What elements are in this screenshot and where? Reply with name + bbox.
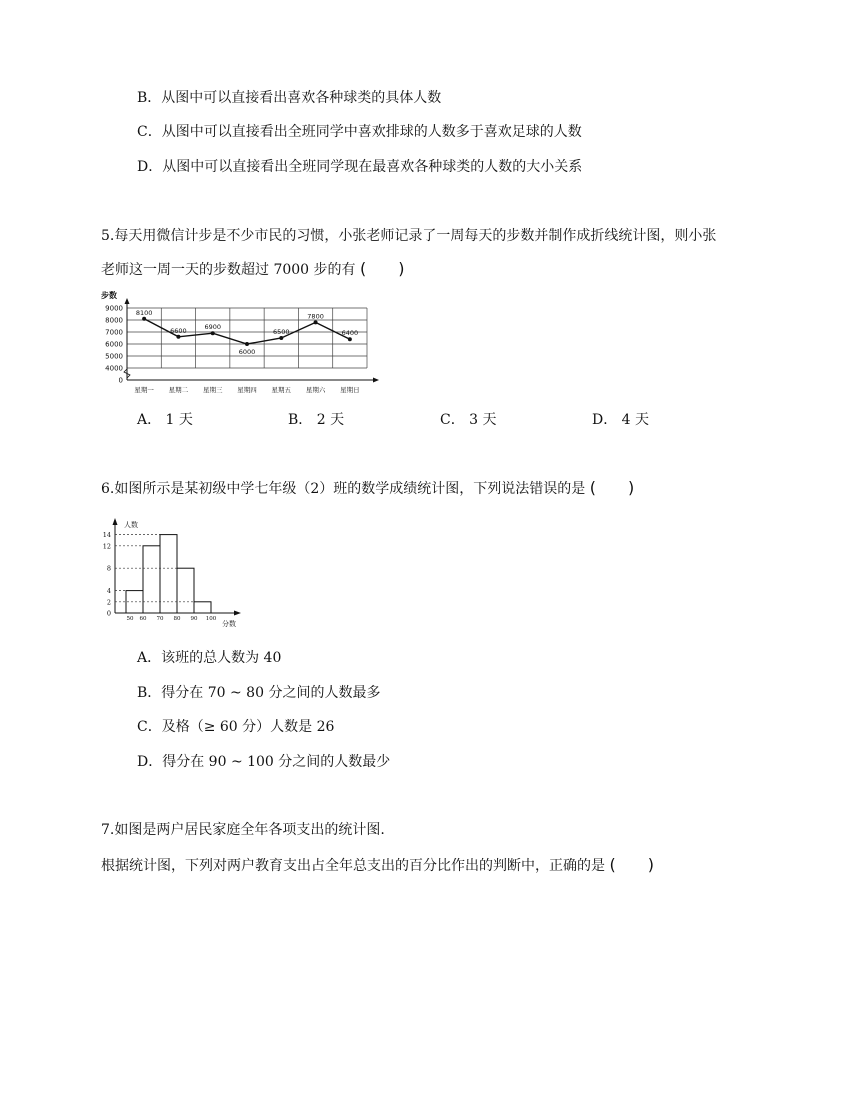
y-tick-label: 6000 [105, 340, 123, 349]
q6-option-a: A．该班的总人数为 40 [137, 650, 282, 666]
q6-option-b: B．得分在 70 ~ 80 分之间的人数最多 [137, 685, 381, 701]
histogram-bar [194, 602, 211, 613]
y-tick-label: 4000 [105, 364, 123, 373]
q4-option-d: D．从图中可以直接看出全班同学现在最喜欢各种球类的人数的大小关系 [137, 159, 583, 175]
q5-answer-paren: ( ) [359, 259, 405, 278]
q5-option-b: B． 2 天 [288, 412, 345, 428]
x-tick-label: 100 [205, 616, 217, 622]
y-tick-label: 5000 [105, 352, 123, 361]
q4-option-b: B．从图中可以直接看出喜欢各种球类的具体人数 [137, 90, 442, 106]
x-tick-label: 星期日 [340, 386, 360, 394]
data-label: 6600 [170, 326, 187, 335]
q4-option-c: C．从图中可以直接看出全班同学中喜欢排球的人数多于喜欢足球的人数 [137, 124, 582, 140]
x-axis-arrow [373, 378, 379, 383]
data-label: 6000 [238, 348, 256, 356]
y-tick-label: 7000 [105, 328, 123, 337]
line-chart-y-ticks [105, 305, 123, 385]
y-tick-label: 0 [106, 609, 111, 618]
q6-answer-paren: ( ) [589, 478, 635, 497]
q7-stem-line2 [101, 855, 654, 876]
steps-line-chart [95, 288, 385, 398]
q6-option-d: D．得分在 90 ~ 100 分之间的人数最少 [137, 754, 391, 770]
y-tick-label: 9000 [105, 304, 123, 313]
y-tick-label: 2 [106, 598, 111, 607]
data-label: 7800 [307, 312, 324, 321]
q5-option-c: C． 3 天 [440, 412, 497, 428]
y-axis-arrow [113, 518, 118, 525]
q7-stem-line1: 7.如图是两户居民家庭全年各项支出的统计图. [101, 822, 385, 838]
x-tick-label: 星期二 [168, 386, 189, 394]
histogram-bar [160, 535, 177, 613]
y-tick-label: 8 [106, 564, 111, 573]
x-tick-label: 星期六 [305, 386, 326, 394]
line-chart-grid [124, 298, 379, 383]
histogram-bar [143, 546, 160, 613]
q6-stem [101, 478, 634, 499]
x-tick-label: 星期五 [271, 386, 292, 394]
y-tick-label: 8000 [105, 316, 123, 325]
data-label: 6400 [341, 329, 359, 338]
histogram-bar [177, 568, 194, 613]
line-chart-ylabel: 步数 [101, 291, 117, 300]
x-tick-label: 星期三 [202, 386, 223, 394]
q5-stem-text: 老师这一周一天的步数超过 7000 步的有 [101, 262, 356, 278]
histogram-xlabel: 分数 [222, 620, 236, 628]
histogram-ylabel: 人数 [124, 521, 138, 529]
data-point [348, 337, 352, 341]
x-tick-label: 星期四 [237, 386, 257, 394]
x-axis-arrow [234, 611, 241, 616]
q7-answer-paren: ( ) [609, 855, 654, 874]
q6-stem-text: 6.如图所示是某初级中学七年级（2）班的数学成绩统计图，下列说法错误的是 [101, 481, 586, 497]
q5-stem-line2 [101, 259, 404, 280]
x-tick-label: 60 [139, 616, 147, 622]
y-tick-label: 14 [102, 531, 111, 540]
data-label: 6900 [204, 323, 221, 332]
math-score-histogram [100, 515, 250, 630]
data-point [245, 342, 249, 346]
x-tick-label: 70 [156, 616, 164, 622]
q5-option-a: A． 1 天 [137, 412, 193, 428]
x-tick-label: 80 [173, 616, 181, 622]
q5-option-d: D． 4 天 [592, 412, 650, 428]
y-axis-arrow [125, 298, 130, 304]
q6-option-c: C．及格（≥ 60 分）人数是 26 [137, 719, 335, 735]
y-tick-label: 4 [106, 587, 111, 596]
x-tick-label: 50 [126, 616, 134, 622]
data-point [142, 317, 146, 321]
q5-stem-line1: 5.每天用微信计步是不少市民的习惯，小张老师记录了一周每天的步数并制作成折线统计图，则小张 [101, 228, 717, 244]
data-label: 8100 [135, 308, 153, 317]
x-tick-label: 星期一 [134, 386, 154, 394]
data-point [211, 331, 215, 335]
line-chart-x-ticks [134, 385, 359, 394]
data-label: 6500 [273, 328, 290, 336]
line-chart-series [136, 309, 358, 356]
data-point [314, 320, 318, 324]
data-point [279, 336, 283, 340]
y-tick-label: 12 [102, 542, 111, 551]
histogram-bars [115, 535, 211, 613]
y-tick-label: 0 [118, 376, 123, 385]
q7-stem-text: 根据统计图，下列对两户教育支出占全年总支出的百分比作出的判断中，正确的是 [101, 858, 605, 874]
data-point [176, 335, 180, 339]
x-tick-label: 90 [190, 616, 198, 622]
